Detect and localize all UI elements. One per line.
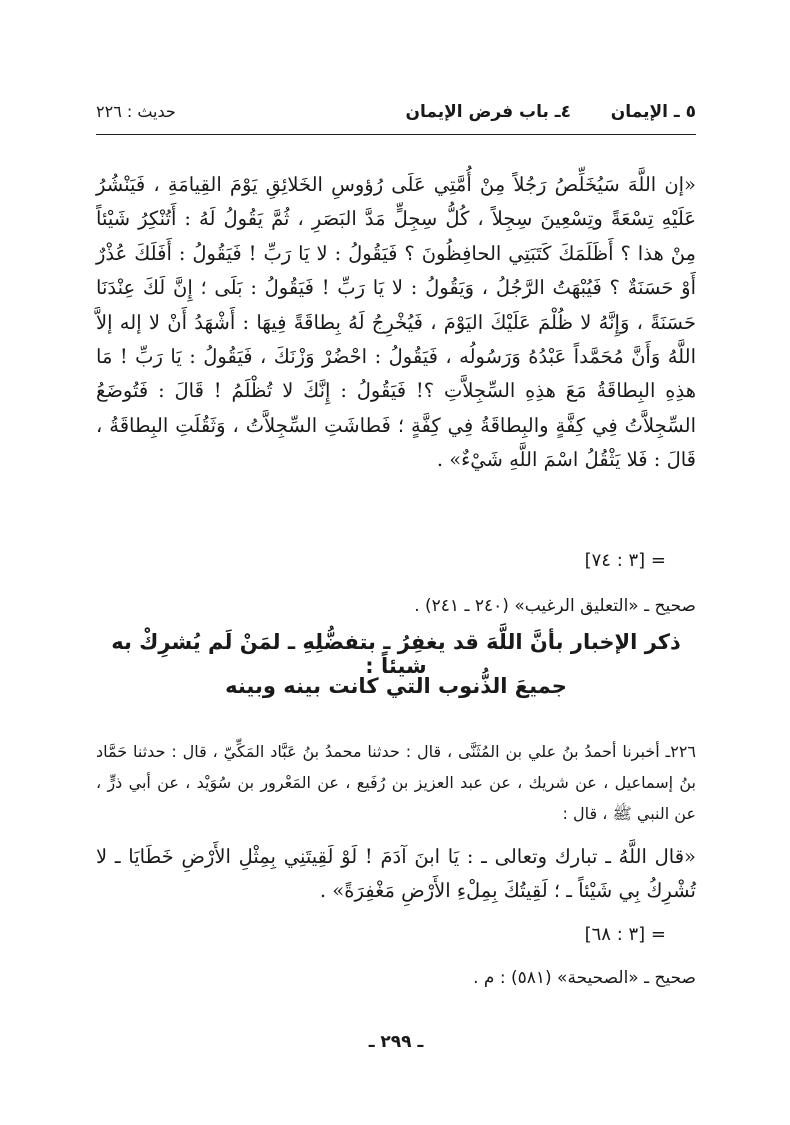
chapter-heading: ٥ ـ الإيمان: [610, 102, 696, 122]
book-page: [96, 98, 696, 1052]
hadith-225-reference: = [٣ : ٧٤]: [584, 550, 666, 571]
hadith-226-text: «قال اللَّهُ ـ تبارك وتعالى ـ : يَا ابنَ آدَمَ ! لَوْ لَقِيتَنِي بِمِثْلِ الأَرْضِ خَطَايَا ـ لا تُشْرِكُ بِي شَيْئاً ـ ؛ لَقِيتُكَ بِمِلْءِ الأَرْضِ مَغْفِرَةً» .: [96, 845, 696, 902]
header-divider: [96, 134, 696, 135]
hadith-226-grading: صحيح ـ «الصحيحة» (٥٨١) : م .: [473, 968, 696, 988]
hadith-226-reference: = [٣ : ٦٨]: [584, 924, 666, 945]
chapter-title-line-2: جميعَ الذُّنوب التي كانت بينه وبينه: [225, 674, 567, 698]
section-heading: ٤ـ باب فرض الإيمان: [405, 102, 571, 122]
hadith-225-text: «إن اللَّهَ سَيُخَلِّصُ رَجُلاً مِنْ أُمَّتِي عَلَى رُؤوسِ الخَلائِقِ يَوْمَ القِيامَةِ ، فَيَنْشُرُ عَلَيْهِ تِسْعَةً وتِسْعِينَ سِجِلاً ، كُلُّ سِجِلٍّ مَدَّ البَصَرِ ، ثُمَّ يَقُولُ لَهُ : أَتُنْكِرُ شَيْئاً مِنْ هذا ؟ أَظَلَمَكَ كَتَبَتِي الحافِظُونَ ؟ فَيَقُولُ : لا يَا رَبِّ ! فَيَقُولُ : أَفَلَكَ عُذْرٌ أَوْ حَسَنَةٌ ؟ فَيُبْهَتُ الرَّجُلُ ، وَيَقُولُ : لا يَا رَبِّ ! فَيَقُولُ : بَلَى ؛ إِنَّ لَكَ عِنْدَنَا حَسَنَةً ، وَإِنَّهُ لا ظُلْمَ عَلَيْكَ اليَوْمَ ، فَيُخْرِجُ لَهُ بِطاقَةً فِيهَا : أَشْهَدُ أَنْ لا إله إلاَّ اللَّهُ وَأَنَّ مُحَمَّداً عَبْدُهُ وَرَسُولُه ، فَيَقُولُ : احْضُرْ وَزْنَكَ ، فَيَقُولُ : يَا رَبِّ ! مَا هذِهِ البِطاقَةُ مَعَ هذِهِ السِّجِلاَّتِ ؟! فَيَقُولُ : إِنَّكَ لا تُظْلَمُ ! قَالَ : فَتُوضَعُ السِّجِلاَّتُ فِي كِفَّةٍ والبِطاقَةُ فِي كِفَّةٍ ؛ فَطاشَتِ السِّجِلاَّتُ ، وَثَقُلَتِ البِطاقَةُ ، قَالَ : فَلا يَثْقُلُ اسْمَ اللَّهِ شَيْءٌ» .: [96, 173, 696, 472]
chapter-title-line-1: ذكر الإخبار بأنَّ اللَّهَ قد يغفِرُ ـ بتفضُّلِهِ ـ لمَنْ لَم يُشرِكْ به شيئاً :: [111, 630, 681, 678]
hadith-226-isnad: ٢٢٦ـ أخبرنا أحمدُ بنُ علي بن المُثَنَّى ، قال : حدثنا محمدُ بنُ عَبَّاد المَكِّيّ ، قال : حدثنا حَمَّاد بنُ إسماعيل ، عن شريك ، عن عبد العزيز بن رُفَيع ، عن المَعْرور بن سُوَيْد ، عن أبي ذرٍّ ، عن النبي ﷺ ، قال :: [96, 742, 696, 823]
page-header: [96, 98, 696, 124]
page-number: ـ ٢٩٩ ـ: [368, 1032, 424, 1052]
hadith-225-grading: صحيح ـ «التعليق الرغيب» (٢٤٠ ـ ٢٤١) .: [414, 596, 696, 616]
hadith-number: حديث : ٢٢٦: [96, 102, 176, 121]
